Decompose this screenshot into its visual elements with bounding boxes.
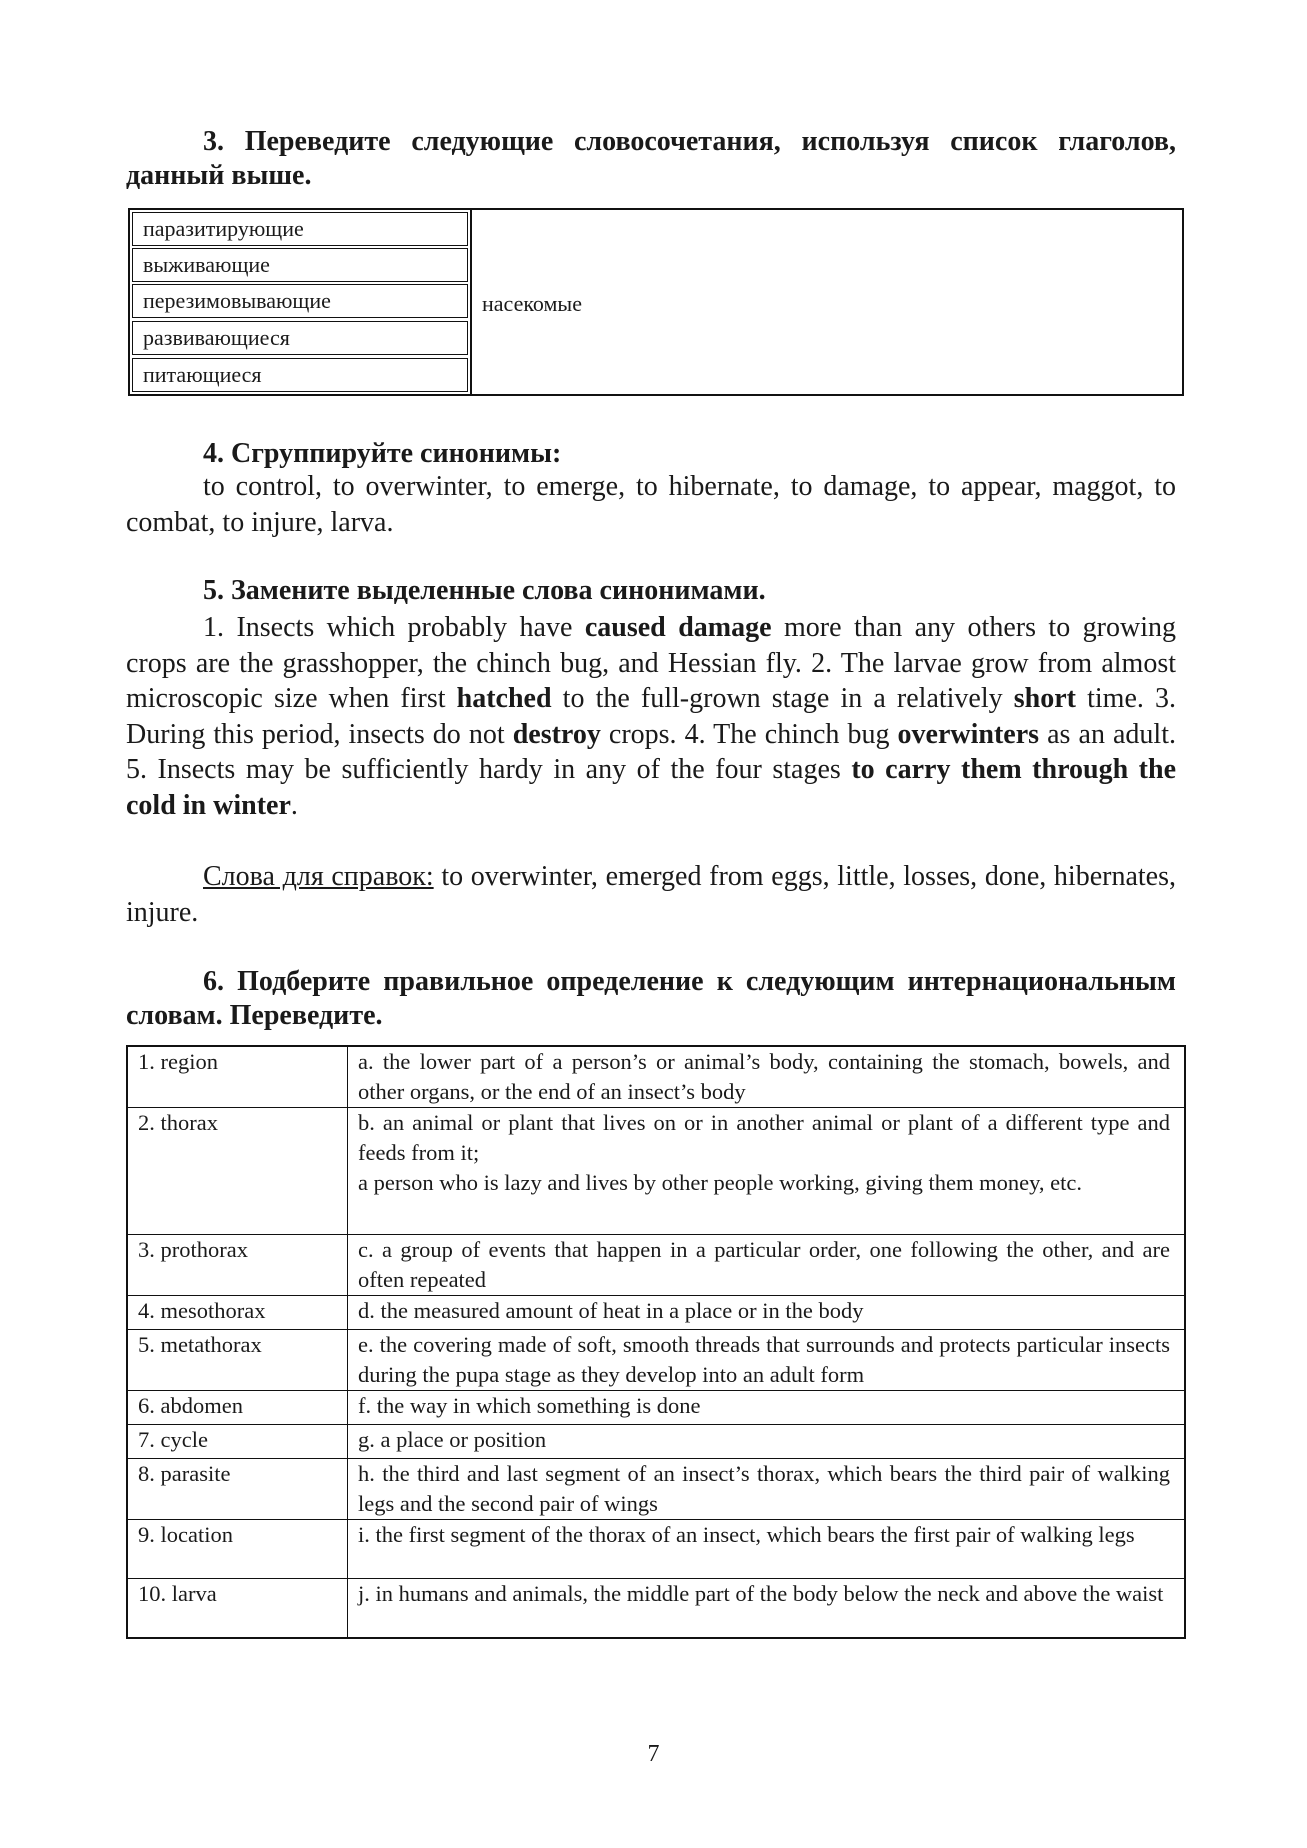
text-run: crops. 4. The chinch bug <box>600 718 898 750</box>
reference-words <box>126 859 1176 930</box>
table-row <box>127 1579 1185 1639</box>
definition-cell: a. the lower part of a person’s or animal’s body, containing the stomach, bowels, and other organs, or the end of an insect’s body <box>348 1046 1186 1108</box>
highlighted-word: destroy <box>512 718 601 750</box>
participle-cell: питающиеся <box>132 358 468 392</box>
term-cell: 6. abdomen <box>127 1391 348 1425</box>
text-run: time. 3. During this period, insects do not <box>126 683 1177 750</box>
term-cell: 7. cycle <box>127 1425 348 1459</box>
table-row <box>127 1330 1185 1391</box>
page-number: 7 <box>647 1741 660 1767</box>
section-3-title: 3. Переведите следующие словосочетания, используя список глаголов, данный выше. <box>126 126 1176 191</box>
reference-label: Слова для справок: <box>203 861 434 892</box>
section-4-title: 4. Сгруппируйте синонимы: <box>203 438 562 469</box>
text-run: . <box>290 789 298 821</box>
participle-cell: паразитирующие <box>132 212 468 246</box>
highlighted-word: to carry them through the cold in winter <box>126 754 1176 821</box>
definition-cell: f. the way in which something is done <box>348 1391 1186 1425</box>
highlighted-word: hatched <box>456 683 552 714</box>
definition-line: a person who is lazy and lives by other people working, giving them money, etc. <box>358 1170 1082 1195</box>
text-run: to the full-grown stage in a relatively <box>551 683 1014 714</box>
table-row <box>127 1391 1185 1425</box>
term-cell: 1. region <box>127 1046 348 1108</box>
definition-cell: e. the covering made of soft, smooth threads that surrounds and protects particular insects during the pupa stage as they develop into an adult form <box>348 1330 1186 1391</box>
participle-table <box>128 208 1184 396</box>
reference-list: to overwinter, emerged from eggs, little, losses, done, hibernates, injure. <box>126 861 1176 928</box>
table-row <box>127 1459 1185 1520</box>
table-row <box>127 1425 1185 1459</box>
table-row <box>127 1296 1185 1330</box>
text-run: as an adult. 5. Insects may be sufficiently hardy in any of the four stages <box>126 718 1176 785</box>
participle-column <box>132 210 468 394</box>
noun-cell: насекомые <box>482 291 582 316</box>
text-run: 1. Insects which probably have <box>203 612 585 643</box>
table-divider <box>470 210 472 394</box>
definition-cell <box>348 1108 1186 1235</box>
definitions-table <box>126 1045 1186 1639</box>
definition-cell: j. in humans and animals, the middle part of the body below the neck and above the waist <box>348 1579 1186 1639</box>
term-cell: 10. larva <box>127 1579 348 1639</box>
section-5-text <box>126 610 1176 823</box>
highlighted-word: caused damage <box>584 612 772 643</box>
definition-cell: i. the first segment of the thorax of an insect, which bears the first pair of walking legs <box>348 1520 1186 1579</box>
term-cell: 5. metathorax <box>127 1330 348 1391</box>
definition-cell: d. the measured amount of heat in a place or in the body <box>348 1296 1186 1330</box>
text-run: more than any others to growing crops are the grasshopper, the chinch bug, and Hessian fly. 2. The larvae grow from almost microscopic size when first <box>126 612 1176 714</box>
definition-cell: h. the third and last segment of an insect’s thorax, which bears the third pair of walking legs and the second pair of wings <box>348 1459 1186 1520</box>
table-row <box>127 1046 1185 1108</box>
term-cell: 4. mesothorax <box>127 1296 348 1330</box>
highlighted-word: overwinters <box>897 718 1040 750</box>
definition-cell: g. a place or position <box>348 1425 1186 1459</box>
participle-cell: выживающие <box>132 248 468 282</box>
definition-cell: c. a group of events that happen in a particular order, one following the other, and are often repeated <box>348 1235 1186 1296</box>
participle-cell: перезимовывающие <box>132 284 468 318</box>
highlighted-word: short <box>1013 683 1076 714</box>
term-cell: 8. parasite <box>127 1459 348 1520</box>
term-cell: 2. thorax <box>127 1108 348 1235</box>
section-6-title: 6. Подберите правильное определение к следующим интернациональным словам. Переведите. <box>126 966 1176 1031</box>
section-4-synonyms: to control, to overwinter, to emerge, to hibernate, to damage, to appear, maggot, to combat, to injure, larva. <box>126 471 1176 538</box>
table-row <box>127 1108 1185 1235</box>
definition-line: b. an animal or plant that lives on or in another animal or plant of a different type and feeds from it; <box>358 1110 1170 1165</box>
term-cell: 3. prothorax <box>127 1235 348 1296</box>
table-row <box>127 1520 1185 1579</box>
term-cell: 9. location <box>127 1520 348 1579</box>
participle-cell: развивающиеся <box>132 321 468 355</box>
section-5-title: 5. Замените выделенные слова синонимами. <box>203 575 766 606</box>
table-row <box>127 1235 1185 1296</box>
